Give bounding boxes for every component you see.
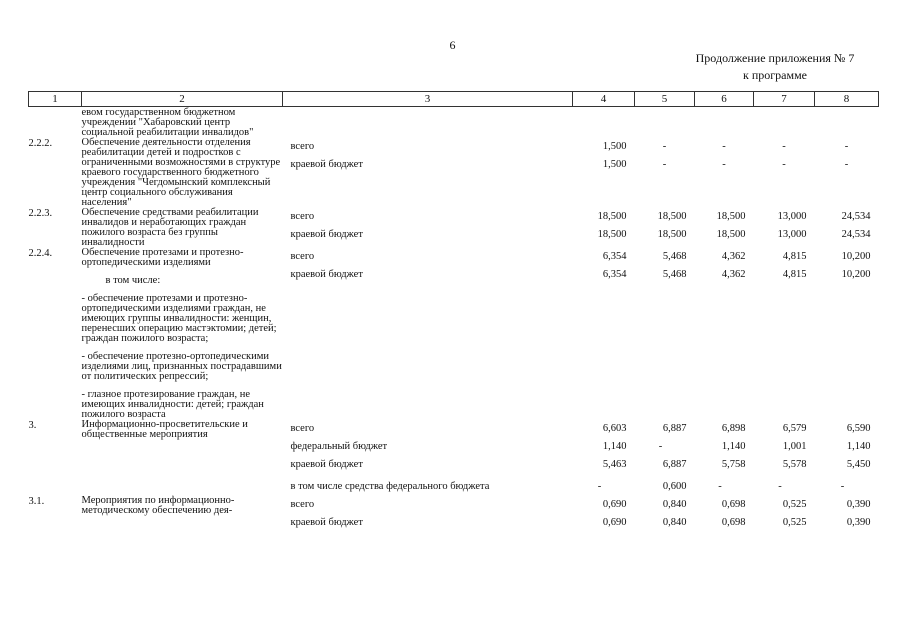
value-cell: - (662, 159, 667, 170)
column-header: 5 (635, 92, 695, 107)
value-cell: 0,698 (721, 517, 746, 528)
row-sub-item: - глазное протезирование граждан, не имеющих инвалидности: детей; граждан пожилого возраста (81, 389, 264, 420)
funding-label: всего (290, 141, 315, 152)
value-cell: 0,690 (602, 499, 627, 510)
value-cell: - (597, 481, 602, 492)
value-cell: 5,450 (846, 459, 871, 470)
value-cell: 0,690 (602, 517, 627, 528)
value-cell: - (840, 481, 845, 492)
table-row (29, 420, 879, 496)
row-name: Обеспечение деятельности отделения реабилитации детей и подростков с ограниченными возможностями в структуре краевого государственного бюджетного учреждения "Чегдомынский комплексный центр социального обслуживания населения" (81, 137, 281, 208)
value-cell: 6,887 (662, 459, 687, 470)
row-name: Информационно-просветительские и общественные мероприятия (81, 419, 248, 440)
value-cell: 4,362 (721, 269, 746, 280)
value-cell: 6,354 (602, 269, 627, 280)
value-cell: 1,500 (602, 141, 627, 152)
value-cell: 0,525 (782, 499, 807, 510)
column-header: 6 (695, 92, 754, 107)
value-cell: 1,140 (602, 441, 627, 452)
column-header: 4 (573, 92, 635, 107)
value-cell: 18,500 (597, 229, 627, 240)
row-name: Обеспечение протезами и протезно-ортопедическими изделиями (81, 247, 244, 268)
value-cell: 18,500 (657, 229, 687, 240)
value-cell: 1,140 (846, 441, 871, 452)
value-cell: 0,525 (782, 517, 807, 528)
funding-label: всего (290, 251, 315, 262)
column-header: 8 (815, 92, 879, 107)
appendix-caption (640, 50, 905, 84)
value-cell: 24,534 (841, 229, 871, 240)
table-row (29, 248, 879, 420)
value-cell: 6,354 (602, 251, 627, 262)
value-cell: - (722, 159, 726, 170)
value-cell: - (658, 441, 663, 452)
funding-label: всего (290, 423, 315, 434)
value-cell: 13,000 (777, 229, 807, 240)
header-row (29, 92, 879, 107)
row-number: 2.2.4. (28, 248, 53, 259)
table-row (29, 107, 879, 139)
value-cell: 0,600 (662, 481, 687, 492)
column-header: 2 (82, 92, 283, 107)
value-cell: 1,140 (721, 441, 746, 452)
value-cell: - (782, 141, 786, 152)
column-header: 3 (283, 92, 573, 107)
value-cell: 5,758 (721, 459, 746, 470)
funding-label: всего (290, 499, 315, 510)
row-name: Обеспечение средствами реабилитации инвалидов и неработающих граждан пожилого возраста без группы инвалидности (81, 207, 259, 248)
value-cell: 0,390 (846, 517, 871, 528)
value-cell: 4,815 (782, 269, 807, 280)
value-cell: 24,534 (841, 211, 871, 222)
value-cell: 6,887 (662, 423, 687, 434)
value-cell: 0,698 (721, 499, 746, 510)
value-cell: - (722, 141, 726, 152)
table-row (29, 208, 879, 248)
value-cell: 18,500 (657, 211, 687, 222)
value-cell: 5,578 (782, 459, 807, 470)
value-cell: 4,362 (721, 251, 746, 262)
value-cell: 5,468 (662, 251, 687, 262)
funding-label: федеральный бюджет (290, 441, 388, 452)
value-cell: 18,500 (716, 211, 746, 222)
value-cell: 18,500 (597, 211, 627, 222)
row-name: евом государственном бюджетном учреждении "Хабаровский центр социальной реабилитации инвалидов" (81, 107, 254, 138)
table-row (29, 496, 879, 532)
value-cell: 5,463 (602, 459, 627, 470)
row-sub-item: - обеспечение протезно-ортопедическими изделиями лиц, признанных пострадавшими от политических репрессий; (81, 351, 282, 382)
funding-label: всего (290, 211, 315, 222)
value-cell: - (662, 141, 667, 152)
row-number: 3.1. (28, 496, 45, 507)
row-number: 2.2.3. (28, 208, 53, 219)
row-sub-item: - обеспечение протезами и протезно-ортопедическими изделиями граждан, не имеющих группы инвалидности: женщин, перенесших операцию мастэктомии; детей; граждан пожилого возраста; (81, 293, 277, 344)
value-cell: 0,390 (846, 499, 871, 510)
table-row (29, 138, 879, 208)
column-header: 7 (754, 92, 815, 107)
row-name: Мероприятия по информационно-методическому обеспечению дея- (81, 495, 235, 516)
value-cell: 0,840 (662, 499, 687, 510)
value-cell: 6,590 (846, 423, 871, 434)
value-cell: - (782, 159, 786, 170)
program-table (28, 91, 879, 532)
funding-label: краевой бюджет (290, 229, 363, 240)
value-cell: 6,603 (602, 423, 627, 434)
value-cell: 10,200 (841, 251, 871, 262)
value-cell: 13,000 (777, 211, 807, 222)
value-cell: - (778, 481, 782, 492)
value-cell: 6,898 (721, 423, 746, 434)
value-cell: 1,500 (602, 159, 627, 170)
value-cell: 0,840 (662, 517, 687, 528)
appendix-caption-line1: Продолжение приложения № 7 (695, 51, 855, 65)
value-cell: 1,001 (782, 441, 807, 452)
value-cell: 18,500 (716, 229, 746, 240)
page-number: 6 (449, 38, 456, 52)
appendix-caption-line2: к программе (742, 68, 807, 82)
funding-label: в том числе средства федерального бюджета (290, 481, 490, 492)
value-cell: 10,200 (841, 269, 871, 280)
funding-label: краевой бюджет (290, 459, 363, 470)
value-cell: - (844, 141, 849, 152)
row-subheading: в том числе: (105, 275, 161, 286)
row-number: 2.2.2. (28, 138, 53, 149)
value-cell: 5,468 (662, 269, 687, 280)
value-cell: 4,815 (782, 251, 807, 262)
funding-label: краевой бюджет (290, 159, 363, 170)
value-cell: - (718, 481, 722, 492)
row-number: 3. (28, 420, 37, 431)
funding-label: краевой бюджет (290, 517, 363, 528)
value-cell: - (844, 159, 849, 170)
column-header: 1 (29, 92, 82, 107)
funding-label: краевой бюджет (290, 269, 363, 280)
value-cell: 6,579 (782, 423, 807, 434)
